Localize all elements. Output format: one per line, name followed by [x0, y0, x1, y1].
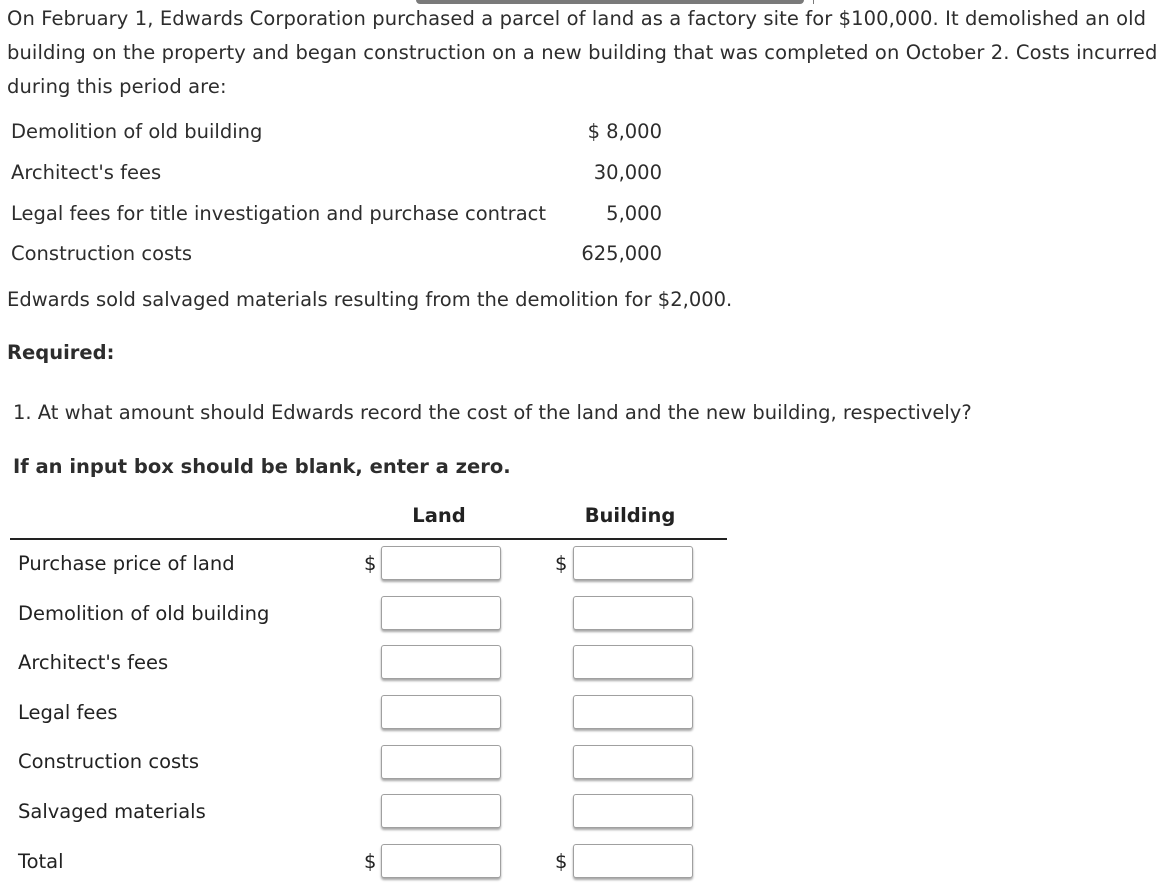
land-total-input[interactable] — [381, 844, 501, 878]
required-heading: Required: — [7, 341, 115, 364]
row-label-total: Total — [18, 850, 64, 873]
cost-label: Construction costs — [11, 242, 192, 265]
row-label-purchase-price: Purchase price of land — [18, 552, 235, 575]
building-purchase-price-input[interactable] — [573, 546, 693, 580]
land-legal-fees-input[interactable] — [381, 695, 501, 729]
building-demolition-input[interactable] — [573, 596, 693, 630]
land-architects-fees-input[interactable] — [381, 645, 501, 679]
land-demolition-input[interactable] — [381, 596, 501, 630]
row-label-architects-fees: Architect's fees — [18, 651, 169, 674]
salvage-note: Edwards sold salvaged materials resulting from the demolition for $2,000. — [7, 288, 733, 311]
dollar-sign: $ — [364, 552, 377, 575]
question-text: 1. At what amount should Edwards record the cost of the land and the new building, respectively? — [13, 401, 972, 424]
cost-amount: 5,000 — [606, 202, 662, 225]
column-header-building: Building — [584, 504, 676, 527]
row-label-demolition: Demolition of old building — [18, 602, 270, 625]
column-header-land: Land — [412, 504, 466, 527]
header-rule — [10, 538, 727, 540]
cost-row — [11, 117, 662, 147]
building-legal-fees-input[interactable] — [573, 695, 693, 729]
building-total-input[interactable] — [573, 844, 693, 878]
cost-row — [11, 239, 662, 269]
dollar-sign: $ — [364, 850, 377, 873]
land-construction-costs-input[interactable] — [381, 745, 501, 779]
building-salvaged-materials-input[interactable] — [573, 794, 693, 828]
cost-amount: 625,000 — [581, 242, 662, 265]
cost-amount: $ 8,000 — [587, 120, 662, 143]
instruction-text: If an input box should be blank, enter a zero. — [13, 455, 511, 478]
dollar-sign: $ — [555, 850, 568, 873]
land-salvaged-materials-input[interactable] — [381, 794, 501, 828]
cost-label: Architect's fees — [11, 161, 162, 184]
cost-row — [11, 199, 662, 229]
cost-amount: 30,000 — [593, 161, 662, 184]
row-label-salvaged-materials: Salvaged materials — [18, 800, 206, 823]
row-label-construction-costs: Construction costs — [18, 750, 199, 773]
dollar-sign: $ — [555, 552, 568, 575]
building-architects-fees-input[interactable] — [573, 645, 693, 679]
cost-label: Demolition of old building — [11, 120, 263, 143]
row-label-legal-fees: Legal fees — [18, 701, 118, 724]
land-purchase-price-input[interactable] — [381, 546, 501, 580]
cost-label: Legal fees for title investigation and purchase contract — [11, 202, 547, 225]
building-construction-costs-input[interactable] — [573, 745, 693, 779]
cost-row — [11, 158, 662, 188]
problem-intro: On February 1, Edwards Corporation purchased a parcel of land as a factory site for $100,000. It demolished an old building on the property and began construction on a new building that was completed on October 2. Costs incurred during this period are: — [7, 7, 1158, 98]
